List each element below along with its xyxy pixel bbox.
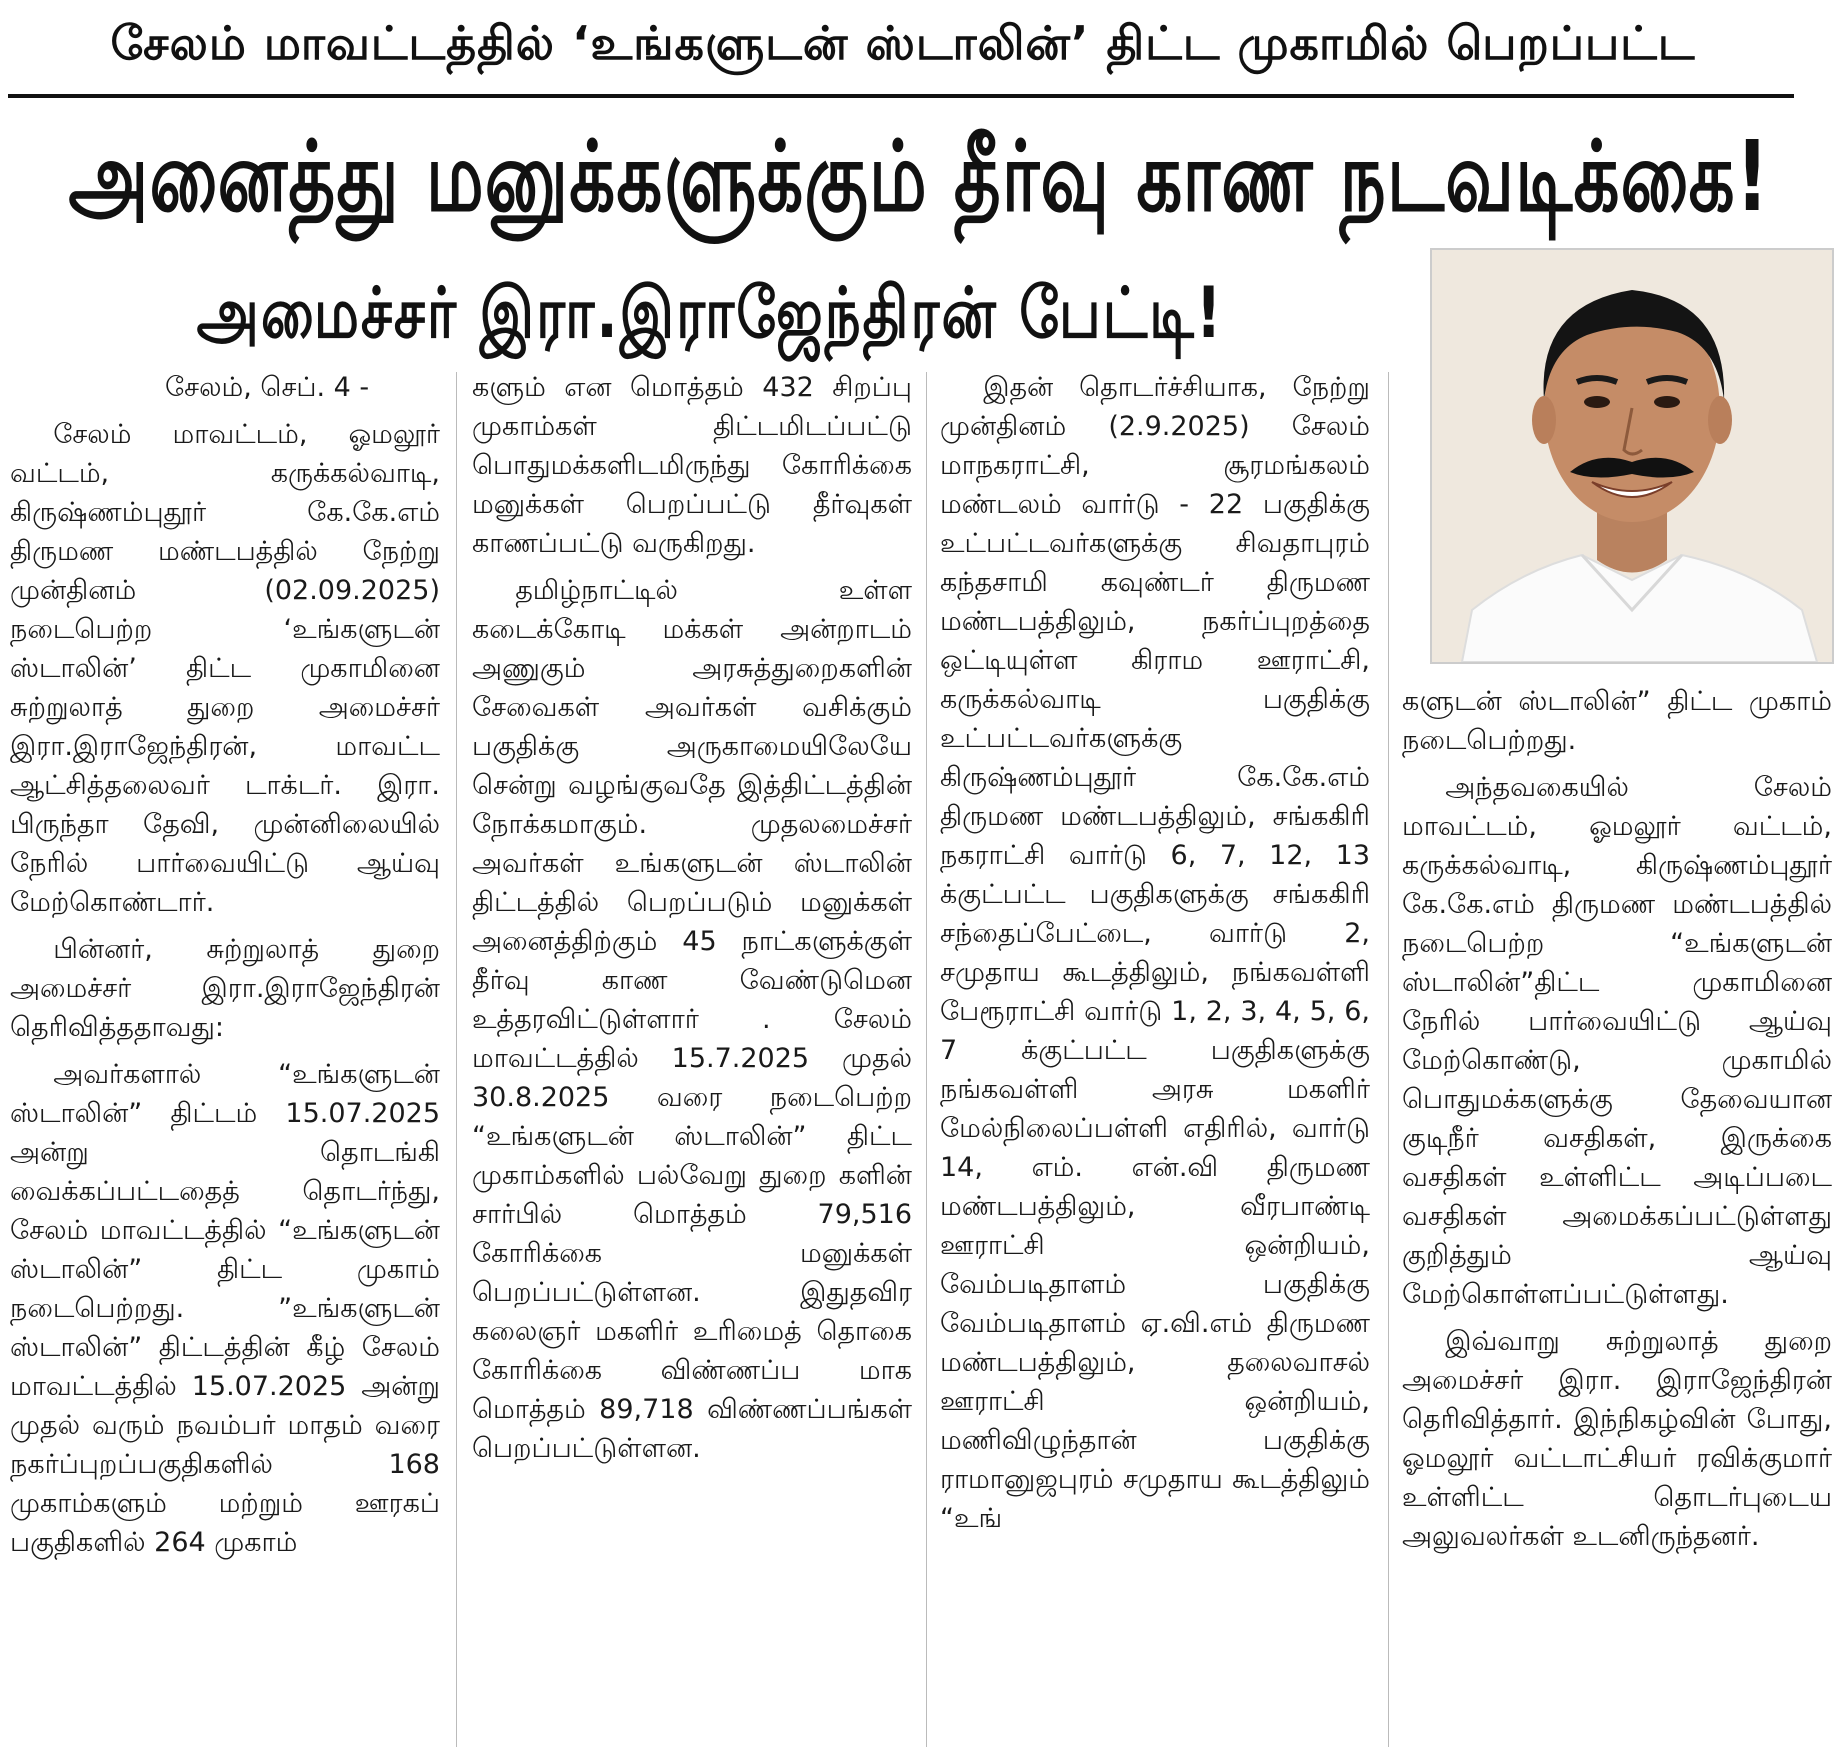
article-paragraph: சேலம் மாவட்டம், ஓமலூர் வட்டம், கருக்கல்வாடி, கிருஷ்ணம்புதூர் கே.கே.எம் திருமண மண்டபத்தில் நேற்று முன்தினம் (02.09.2025) நடைபெற்ற ‘உங்களுடன் ஸ்டாலின்’ திட்ட முகாமினை சுற்றுலாத் துறை அமைச்சர் இரா.இராஜேந்திரன், மாவட்ட ஆட்சித்தலைவர் டாக்டர். இரா. பிருந்தா தேவி, முன்னிலையில் நேரில் பார்வையிட்டு ஆய்வு மேற்கொண்டார். (10, 419, 440, 918)
article-paragraph: அந்தவகையில் சேலம் மாவட்டம், ஓமலூர் வட்டம், கருக்கல்வாடி, கிருஷ்ணம்புதூர் கே.கே.எம் திருமண மண்டபத்தில் நடைபெற்ற “உங்களுடன் ஸ்டாலின்”திட்ட முகாமினை நேரில் பார்வையிட்டு ஆய்வு மேற்கொண்டு, முகாமில் பொதுமக்களுக்கு தேவையான குடிநீர் வசதிகள், இருக்கை வசதிகள் உள்ளிட்ட அடிப்படை வசதிகள் அமைக்கப்பட்டுள்ளது குறித்தும் ஆய்வு மேற்கொள்ளப்பட்டுள்ளது. (1402, 772, 1832, 1310)
column-divider (1388, 372, 1389, 1747)
column-divider (456, 372, 457, 1747)
article-column-3 (940, 368, 1370, 1753)
article-column-1 (10, 368, 440, 1753)
dateline: சேலம், செப். 4 - (165, 372, 370, 403)
article-paragraph: இவ்வாறு சுற்றுலாத் துறை அமைச்சர் இரா. இராஜேந்திரன் தெரிவித்தார். இந்நிகழ்வின் போது, ஓமலூர் வட்டாட்சியர் ரவிக்குமார் உள்ளிட்ட தொடர்புடைய அலுவலர்கள் உடனிருந்தனர். (1402, 1326, 1832, 1552)
article-paragraph: இதன் தொடர்ச்சியாக, நேற்று முன்தினம் (2.9.2025) சேலம் மாநகராட்சி, சூரமங்கலம் மண்டலம் வார்டு - 22 பகுதிக்கு உட்பட்டவர்களுக்கு சிவதாபுரம் கந்தசாமி கவுண்டர் திருமண மண்டபத்திலும், நகர்ப்புறத்தை ஒட்டியுள்ள கிராம ஊராட்சி, கருக்கல்வாடி பகுதிக்கு உட்பட்டவர்களுக்கு கிருஷ்ணம்புதூர் கே.கே.எம் திருமண மண்டபத்திலும், சங்ககிரி நகராட்சி வார்டு 6, 7, 12, 13 க்குட்பட்ட பகுதிகளுக்கு சங்ககிரி சந்தைப்பேட்டை, வார்டு 2, சமுதாய கூடத்திலும், நங்கவள்ளி பேரூராட்சி வார்டு 1, 2, 3, 4, 5, 6, 7 க்குட்பட்ட பகுதிகளுக்கு நங்கவள்ளி அரசு மகளிர் மேல்நிலைப்பள்ளி எதிரில், வார்டு 14, எம். என்.வி திருமண மண்டபத்திலும், வீரபாண்டி ஊராட்சி ஒன்றியம், வேம்படிதாளம் பகுதிக்கு வேம்படிதாளம் ஏ.வி.எம் திருமண மண்டபத்திலும், தலைவாசல் ஊராட்சி ஒன்றியம், மணிவிழுந்தான் பகுதிக்கு ராமானுஜபுரம் சமுதாய கூடத்திலும் “உங் (940, 372, 1370, 1534)
article-paragraph: களும் என மொத்தம் 432 சிறப்பு முகாம்கள் திட்டமிடப்பட்டு பொதுமக்களிடமிருந்து கோரிக்கை மனுக்கள் பெறப்பட்டு தீர்வுகள் காணப்பட்டு வருகிறது. (472, 372, 912, 559)
article-paragraph: பின்னர், சுற்றுலாத் துறை அமைச்சர் இரா.இராஜேந்திரன் தெரிவித்ததாவது: (10, 934, 440, 1043)
sub-headline: அமைச்சர் இரா.இராஜேந்திரன் பேட்டி! (196, 273, 1224, 355)
column-divider (926, 372, 927, 1747)
kicker-headline: சேலம் மாவட்டத்தில் ‘உங்களுடன் ஸ்டாலின்’ திட்ட முகாமில் பெறப்பட்ட (110, 15, 1696, 70)
minister-portrait-photo (1430, 248, 1834, 664)
main-headline: அனைத்து மனுக்களுக்கும் தீர்வு காண நடவடிக்கை! (68, 119, 1770, 233)
article-paragraph: களுடன் ஸ்டாலின்” திட்ட முகாம் நடைபெற்றது. (1402, 686, 1832, 756)
article-paragraph: தமிழ்நாட்டில் உள்ள கடைக்கோடி மக்கள் அன்றாடம் அணுகும் அரசுத்துறைகளின் சேவைகள் அவர்கள் வசிக்கும் பகுதிக்கு அருகாமையிலேயே சென்று வழங்குவதே இத்திட்டத்தின் நோக்கமாகும். முதலமைச்சர் அவர்கள் உங்களுடன் ஸ்டாலின் திட்டத்தில் பெறப்படும் மனுக்கள் அனைத்திற்கும் 45 நாட்களுக்குள் தீர்வு காண வேண்டுமென உத்தரவிட்டுள்ளார் . சேலம் மாவட்டத்தில் 15.7.2025 முதல் 30.8.2025 வரை நடைபெற்ற “உங்களுடன் ஸ்டாலின்” திட்ட முகாம்களில் பல்வேறு துறை களின் சார்பில் மொத்தம் 79,516 கோரிக்கை மனுக்கள் பெறப்பட்டுள்ளன. இதுதவிர கலைஞர் மகளிர் உரிமைத் தொகை கோரிக்கை விண்ணப்ப மாக மொத்தம் 89,718 விண்ணப்பங்கள் பெறப்பட்டுள்ளன. (472, 575, 912, 1464)
portrait-icon (1432, 250, 1832, 662)
article-column-2 (472, 368, 912, 1753)
article-column-4 (1402, 682, 1832, 1754)
article-paragraph: அவர்களால் “உங்களுடன் ஸ்டாலின்” திட்டம் 15.07.2025 அன்று தொடங்கி வைக்கப்பட்டதைத் தொடர்ந்து, சேலம் மாவட்டத்தில் “உங்களுடன் ஸ்டாலின்” திட்ட முகாம் நடைபெற்றது. ”உங்களுடன் ஸ்டாலின்” திட்டத்தின் கீழ் சேலம் மாவட்டத்தில் 15.07.2025 அன்று முதல் வரும் நவம்பர் மாதம் வரை நகர்ப்புறப்பகுதிகளில் 168 முகாம்களும் மற்றும் ஊரகப் பகுதிகளில் 264 முகாம் (10, 1059, 440, 1558)
